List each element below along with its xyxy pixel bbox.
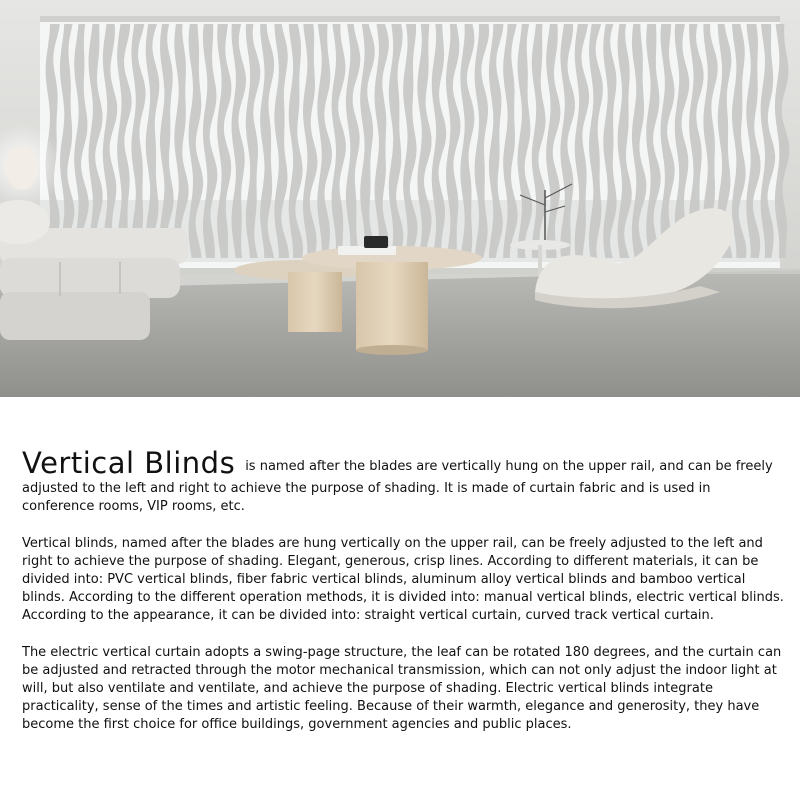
body-paragraph-2: The electric vertical curtain adopts a swing-page structure, the leaf can be rotated 180 degrees, and the curtain can be adjusted and retracted through the motor mechanical transmission, which can not only adjust the indoor light at will, but also ventilate and ventilate, and achieve the purpose of shading. Electric vertical blinds integrate practicality, sense of the times and artistic feeling. Because of their warmth, elegance and generosity, they have become the first choice for office buildings, government agencies and public places. (22, 645, 782, 732)
room-illustration (0, 0, 800, 397)
page-title: Vertical Blinds (22, 446, 236, 480)
body-paragraph-1: Vertical blinds, named after the blades are hung vertically on the upper rail, can be freely adjusted to the left and right to achieve the purpose of shading. Elegant, generous, crisp lines. According to different materials, it can be divided into: PVC vertical blinds, fiber fabric vertical blinds, aluminum alloy vertical blinds and bamboo vertical blinds. According to the different operation methods, it is divided into: manual vertical blinds, electric vertical blinds. According to the appearance, it can be divided into: straight vertical curtain, curved track vertical curtain. (22, 536, 784, 623)
intro-paragraph (22, 446, 784, 516)
article (22, 446, 784, 734)
room-photo (0, 0, 800, 397)
intro-text: is named after the blades are vertically hung on the upper rail, and can be freely adjusted to the left and right to achieve the purpose of shading. It is made of curtain fabric and is used in conference rooms, VIP rooms, etc. (22, 459, 773, 514)
